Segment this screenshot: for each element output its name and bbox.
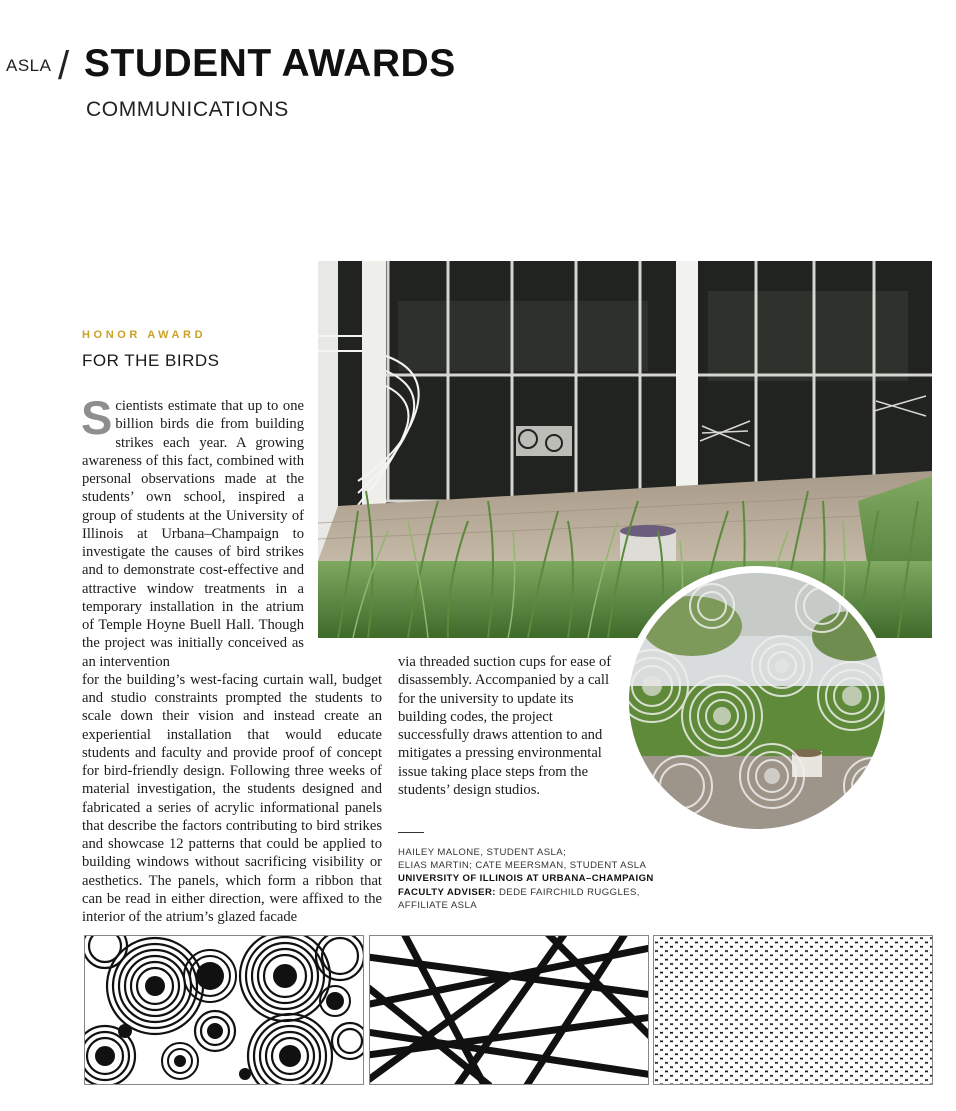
credits-university: UNIVERSITY OF ILLINOIS AT URBANA–CHAMPAIGN	[398, 873, 654, 885]
adviser-label: FACULTY ADVISER:	[398, 886, 496, 898]
credits-students-1: HAILEY MALONE, STUDENT ASLA;	[398, 847, 567, 858]
article-body-text: for the building’s west-facing curtain wall, budget and studio constraints prompted the students to scale down their vision and instead create an experiential installation that would educate students and faculty and provide proof of concept for bird-friendly design. Following three weeks of material investigation, the students designed and fabricated a series of acrylic informational panels that describe the factors contributing to bird strikes and showcase 12 patterns that could be applied to building windows without sacrificing visibility or aesthetics. The panels, which form a ribbon that can be read in either direction, were affixed to the interior of the atrium’s glazed facade	[82, 671, 382, 925]
concentric-circles-pattern	[85, 936, 364, 1085]
project-title: FOR THE BIRDS	[82, 351, 220, 370]
article-intro-text: cientists estimate that up to one billion birds die from building strikes each year. A growing awareness of this fact, combined with personal observations made at the students’ own school, inspired a group of students at the University of Illinois at Urbana–Champaign to investigate the causes of bird strikes and to demonstrate cost-effective and attractive window treatments in a temporary installation in the atrium of Temple Hoyne Buell Hall. Though the project was initially conceived as an intervention	[82, 398, 304, 670]
detail-photo-circle	[622, 566, 892, 836]
article-column-1-narrow	[81, 391, 304, 671]
dot-grid-pattern	[654, 936, 933, 1085]
lines-pattern-panel	[369, 935, 649, 1085]
drop-cap: S	[81, 391, 113, 444]
credits-rule	[398, 832, 424, 833]
credits-students-2: ELIAS MARTIN; CATE MEERSMAN, STUDENT ASLA	[398, 860, 647, 872]
article-column-2: via threaded suction cups for ease of disassembly. Accompanied by a call for the university to update its building codes, the project successfully draws attention to and mitigates a pressing environmental issue taking place steps from the students’ design studios.	[398, 654, 612, 798]
credits-affiliation: AFFILIATE ASLA	[398, 899, 477, 911]
article-column-1	[81, 391, 382, 926]
credits-block	[398, 846, 698, 912]
crossed-lines-pattern	[370, 936, 649, 1085]
credits-adviser	[398, 886, 698, 899]
award-level-label: HONOR AWARD	[82, 329, 207, 341]
page-title: STUDENT AWARDS	[84, 42, 456, 85]
dots-pattern-panel	[653, 935, 933, 1085]
category-subtitle: COMMUNICATIONS	[86, 98, 289, 121]
title-slash: /	[58, 44, 70, 88]
adviser-name: DEDE FAIRCHILD RUGGLES,	[495, 886, 640, 898]
circles-pattern-panel	[84, 935, 364, 1085]
brand-label: ASLA	[6, 56, 52, 75]
